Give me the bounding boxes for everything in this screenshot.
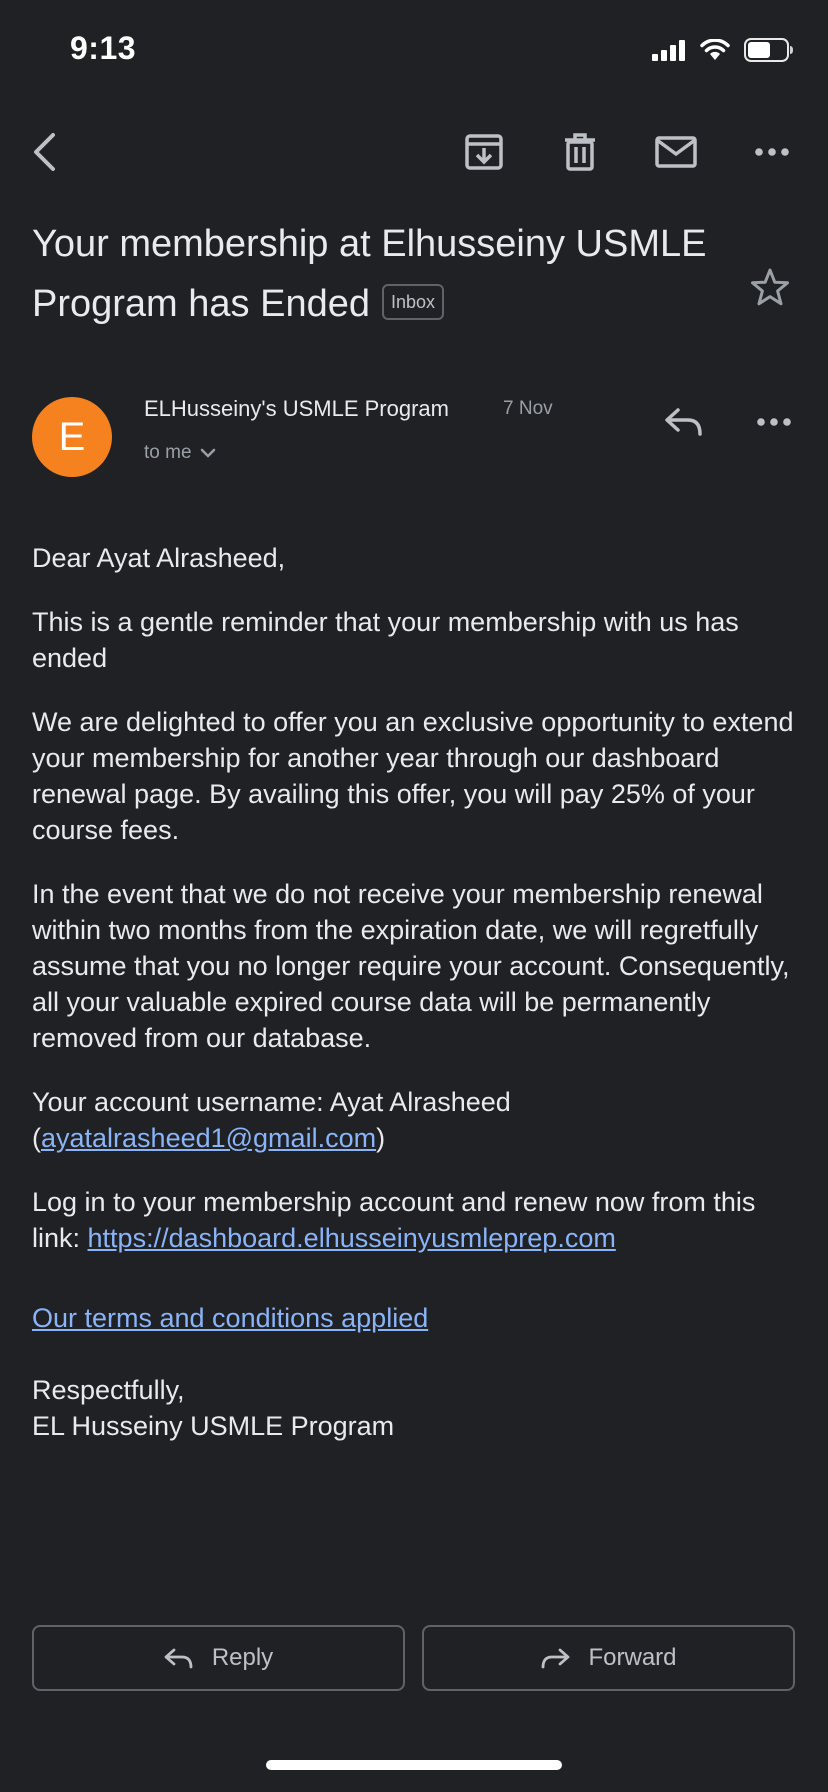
dashboard-link[interactable]: https://dashboard.elhusseinyusmleprep.com — [87, 1223, 616, 1253]
inbox-label-badge[interactable]: Inbox — [382, 284, 444, 320]
username-suffix: ) — [376, 1123, 386, 1153]
recipient-text: to me — [144, 442, 192, 463]
login-text: Log in to your membership account and renew now from this link: — [32, 1187, 756, 1253]
email-address-link[interactable]: ayatalrasheed1@gmail.com — [41, 1123, 377, 1153]
quick-reply-button[interactable] — [660, 400, 708, 444]
chevron-down-icon — [200, 448, 216, 458]
username-paragraph — [32, 1084, 802, 1156]
email-date: 7 Nov — [503, 398, 553, 419]
email-body — [32, 540, 802, 1472]
battery-icon — [744, 38, 794, 62]
reply-button[interactable] — [32, 1625, 405, 1691]
body-paragraph-3: In the event that we do not receive your membership renewal within two months from the expiration date, we will regretfully assume that you no longer require your account. Consequently, all your valuable expired course data will be permanently removed from our database. — [32, 879, 790, 1053]
email-toolbar — [0, 120, 828, 184]
status-bar — [0, 0, 828, 100]
forward-icon — [540, 1647, 570, 1669]
greeting: Dear Ayat Alrasheed, — [32, 543, 286, 573]
mark-unread-button[interactable] — [648, 120, 704, 184]
sender-name: ELHusseiny's USMLE Program — [144, 396, 449, 421]
more-icon — [755, 148, 789, 156]
signature-block — [32, 1372, 802, 1444]
terms-paragraph — [32, 1300, 802, 1336]
terms-link[interactable]: Our terms and conditions applied — [32, 1303, 429, 1333]
body-paragraph-1: This is a gentle reminder that your membership with us has ended — [32, 607, 739, 673]
forward-button[interactable] — [422, 1625, 795, 1691]
body-paragraph-2: We are delighted to offer you an exclusive opportunity to extend your membership for another year through our dashboard renewal page. By availing this offer, you will pay 25% of your course fees. — [32, 707, 794, 845]
more-icon — [757, 418, 791, 426]
forward-label: Forward — [588, 1644, 677, 1671]
subject-text: Your membership at Elhusseiny USMLE Program has Ended — [32, 223, 707, 325]
star-button[interactable] — [748, 266, 792, 310]
star-icon — [748, 266, 792, 310]
mark-unread-icon — [655, 136, 697, 168]
reply-icon — [164, 1647, 194, 1669]
email-subject — [32, 214, 732, 334]
status-time: 9:13 — [70, 30, 137, 66]
wifi-icon — [700, 39, 730, 61]
reply-label: Reply — [211, 1644, 274, 1671]
sender-avatar: E — [32, 397, 112, 477]
back-arrow-icon — [31, 132, 57, 172]
home-indicator[interactable] — [266, 1760, 562, 1770]
delete-button[interactable] — [552, 120, 608, 184]
login-paragraph — [32, 1184, 802, 1256]
cellular-signal-icon — [652, 39, 686, 61]
status-icons — [652, 36, 794, 64]
archive-button[interactable] — [456, 120, 512, 184]
username-text: Your account username: Ayat Alrasheed ( — [32, 1087, 511, 1153]
signature: EL Husseiny USMLE Program — [32, 1411, 395, 1441]
back-button[interactable] — [16, 120, 72, 184]
recipient-details-toggle[interactable] — [144, 442, 216, 464]
archive-icon — [465, 134, 503, 170]
closing: Respectfully, — [32, 1375, 185, 1405]
delete-icon — [564, 133, 596, 171]
reply-icon — [664, 406, 704, 438]
more-options-button[interactable] — [744, 120, 800, 184]
message-more-button[interactable] — [750, 400, 798, 444]
